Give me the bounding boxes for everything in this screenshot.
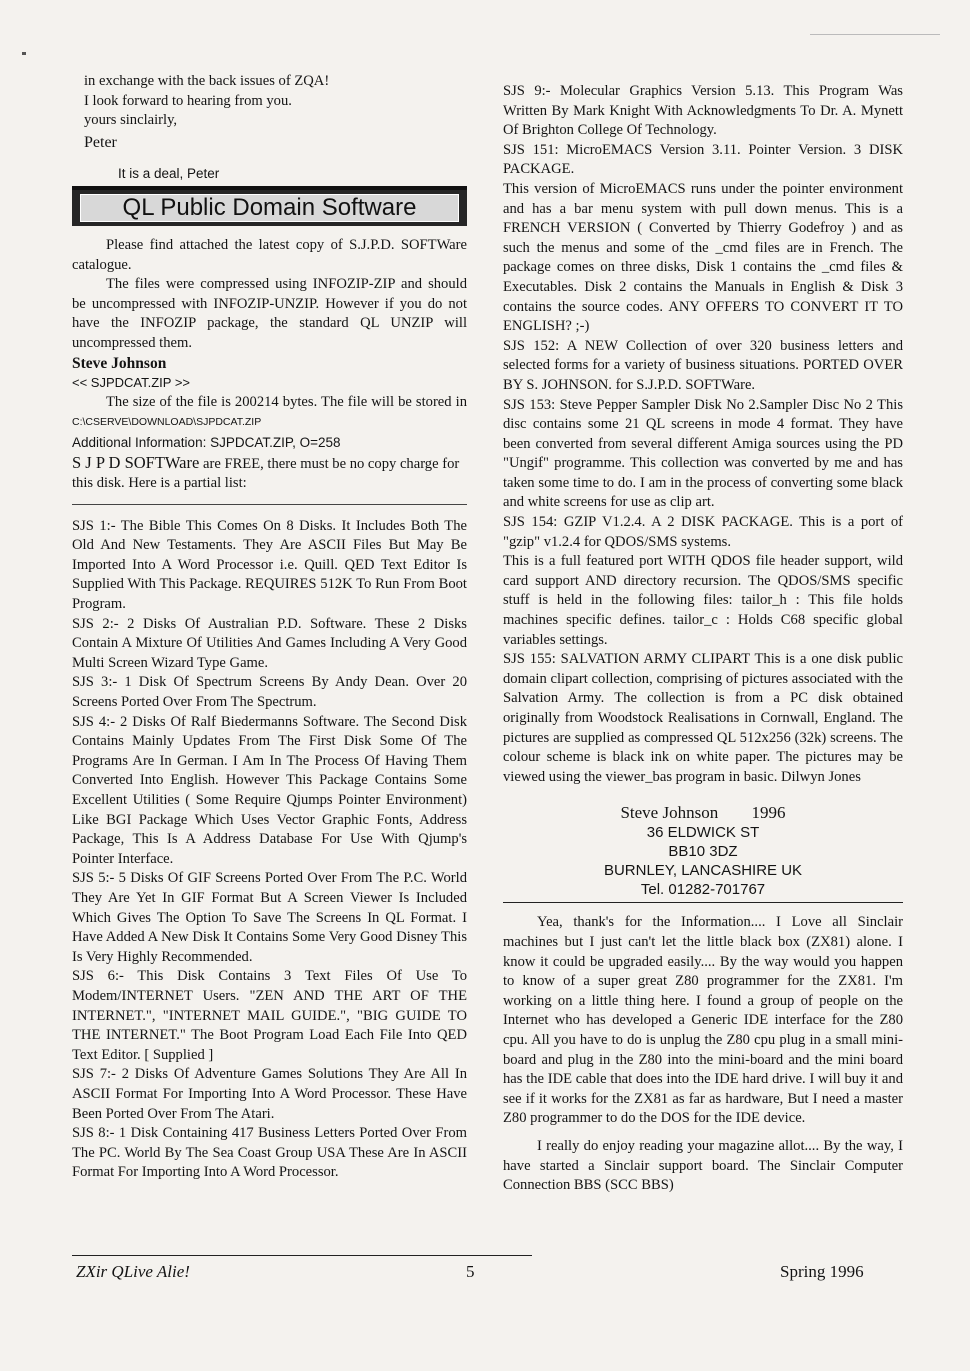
catalogue-entry: SJS 151: MicroEMACS Version 3.11. Pointer Version. 3 DISK PACKAGE. [503, 141, 903, 178]
intro-block [72, 236, 467, 494]
catalogue-entry: SJS 152: A NEW Collection of over 320 business letters and selected forms for a variety of business situations. PORTED OVER BY S. JOHNSON. for S.J.P.D. SOFTWare. [503, 337, 903, 393]
intro-path: C:\CSERVE\DOWNLOAD\SJPDCAT.ZIP [72, 416, 262, 429]
letter-paragraph: I really do enjoy reading your magazine allot.... By the way, I have started a Sinclair support board. The Sinclair Computer Connection BBS (SCC BBS) [503, 1137, 903, 1194]
address-postcode: BB10 3DZ [668, 843, 738, 861]
footer-magazine: ZXir QLive Alie! [76, 1262, 190, 1281]
catalogue-entry: SJS 4:- 2 Disks Of Ralf Biedermanns Software. The Second Disk Contains Mainly Updates From The First Disk Some Of The Programs Are In German. I Am In The Process Of Having Them Converted Into English. However This Package Contains Some Excellent Utilities ( Some Require Qjumps Pointer Environment) Like BGI Package Which Uses Vector Graphic Fonts, Address Package, This Is A Address Database For Use With Qjump's Pointer Interface. [72, 713, 467, 867]
catalogue-entry: This version of MicroEMACS runs under the pointer environment and has a bar menu system with pull down menus. This is a FRENCH VERSION ( Converted by Thierry Godefroy ) and as such the menus and some of the _cmd files are in French. The package comes on three disks, Disk 1 contains the _cmd files & Executables. Disk 2 contains the Manuals in English & Disk 3 contains the source codes. ANY OFFERS TO CONVERT IT TO ENGLISH? ;-) [503, 180, 903, 335]
catalogue-entry: SJS 5:- 5 Disks Of GIF Screens Ported Over From The P.C. World They Are Yet In GIF Format But A Screen Viewer Is Included Which Gives The Option To Save The Screens In QL Format. I Have Added A New Disk It Contains Some Very Good Disney This Is Very Highly Recommended. [72, 870, 467, 965]
catalogue-entry: SJS 7:- 2 Disks Of Adventure Games Solutions They Are All In ASCII Format For Importing Into A Word Processor. These Have Been Ported Over From The Atari. [72, 1066, 467, 1122]
footer-page-number: 5 [466, 1262, 475, 1281]
intro-author: Steve Johnson [72, 354, 167, 372]
letter-line: I look forward to hearing from you. [84, 92, 292, 109]
letter-paragraph: Yea, thank's for the Information.... I Love all Sinclair machines but I just can't let the little black box (ZX81) alone. I know it could be upgraded easily.... By the way would you happen to know of a super great Z80 programmer for the ZX81. I'm working on a little thing here. I found a group of people on the Internet who has developed a Generic IDE interface for the Z80 cpu. All you have to do is unplug the Z80 cpu plug in a small mini-board and plug in the Z80 into the mini-board and the mini board has the IDE cable that does into the IDE hard drive. I will buy it and see if it works for the ZX81 as far as hardware, But I need a master Z80 programmer to do the DOS for the IDE device. [503, 914, 903, 1127]
letter-line: in exchange with the back issues of ZQA! [84, 73, 330, 89]
catalogue-right [503, 82, 903, 787]
right-column [503, 82, 903, 1196]
catalogue-entry: SJS 153: Steve Pepper Sampler Disk No 2.Sampler Disc No 2 This disc contains some 21 QL screens in mode 4 format. They have been converted from several different Amiga sources using the PD "Ungif" programme. This collection was converted by me and has taken some time to do. I am in the process of converting some black and white screens for use as clip art. [503, 396, 903, 511]
catalogue-entry: SJS 3:- 1 Disk Of Spectrum Screens By Andy Dean. Over 20 Screens Ported Over From The Spectrum. [72, 674, 467, 711]
catalogue-entry: SJS 154: GZIP V1.2.4. A 2 DISK PACKAGE. This is a port of "gzip" v1.2.4 for QDOS/SMS systems. [503, 514, 903, 550]
letter-block [503, 913, 903, 1195]
scan-mark [810, 34, 940, 35]
intro-paragraph [72, 393, 467, 433]
intro-text: are FREE, there must be no copy charge for this disk. Here is a partial list: [72, 455, 460, 492]
left-column [72, 72, 467, 1183]
catalogue-entry: SJS 8:- 1 Disk Containing 417 Business Letters Ported Over From The PC. World By The Sea Coast Group USA These Are In ASCII Format For Importing Into A Word Processor. [72, 1125, 467, 1181]
letter-line: yours sinclairly, [84, 112, 178, 129]
footer-rule [72, 1255, 532, 1256]
intro-text: The size of the file is 200214 bytes. The file will be stored in [106, 393, 467, 410]
letter-closing [72, 72, 467, 152]
letter-signoff: Peter [84, 133, 117, 151]
editor-reply: It is a deal, Peter [118, 166, 220, 182]
scan-mark [22, 52, 26, 55]
catalogue-entry: SJS 6:- This Disk Contains 3 Text Files Of Use To Modem/INTERNET Users. "ZEN AND THE ART OF THE INTERNET.", "INTERNET MAIL GUIDE.", "BIG GUIDE TO THE INTERNET." The Boot Program Load Each File Into QED Text Editor. [ Supplied ] [72, 968, 467, 1063]
section-title: QL Public Domain Software [80, 194, 459, 222]
intro-paragraph: Please find attached the latest copy of S.J.P.D. SOFTWare catalogue. [72, 236, 467, 273]
address-block [503, 803, 903, 899]
address-town: BURNLEY, LANCASHIRE UK [603, 862, 803, 880]
intro-filename: << SJPDCAT.ZIP >> [72, 375, 191, 391]
address-name: Steve Johnson [620, 803, 719, 823]
intro-paragraph [72, 453, 467, 494]
address-name-line [503, 803, 903, 823]
address-year: 1996 [751, 803, 786, 823]
section-heading-bar [72, 186, 467, 226]
intro-paragraph: The files were compressed using INFOZIP-ZIP and should be uncompressed with INFOZIP-UNZIP. However if you do not have the INFOZIP package, the standard QL UNZIP will uncompressed them. [72, 276, 467, 351]
address-street: 36 ELDWICK ST [646, 824, 760, 842]
address-tel: Tel. 01282-701767 [640, 881, 766, 899]
divider [503, 902, 903, 903]
intro-brand: S J P D SOFTWare [72, 452, 200, 472]
catalogue-entry: SJS 155: SALVATION ARMY CLIPART This is a one disk public domain clipart collection, comprising of pictures associated with the Salvation Army. The collection is from a PC disk obtained originally from Woodstock Realisations in Cornwall, England. The pictures are supplied as compressed QL 512x256 (32k) screens. The colour scheme is black ink on white paper. The pictures may be viewed using the viewer_bas program in basic. Dilwyn Jones [503, 651, 903, 785]
catalogue-left [72, 504, 467, 1183]
catalogue-entry: SJS 2:- 2 Disks Of Australian P.D. Software. These 2 Disks Contain A Mixture Of Utilities And Games Including A Very Good Multi Screen Wizard Type Game. [72, 615, 467, 671]
catalogue-entry: SJS 9:- Molecular Graphics Version 5.13. This Program Was Written By Mark Knight With Acknowledgments To Dr. A. Mynett Of Brighton College Of Technology. [503, 83, 903, 139]
catalogue-entry: This is a full featured port WITH QDOS file header support, wild card support AND directory recursion. The QDOS/SMS specific stuff is held in the following files: tailor_h : This file holds machines specific defines. tailor_c : Holds C68 specific global variables settings. [503, 553, 903, 648]
footer-issue: Spring 1996 [780, 1262, 864, 1281]
intro-info: Additional Information: SJPDCAT.ZIP, O=258 [72, 434, 341, 450]
catalogue-entry: SJS 1:- The Bible This Comes On 8 Disks. It Includes Both The Old And New Testaments. They Are ASCII Files But May Be Imported Into A Word Processor i.e. Quill. QED Text Editor Is Supplied With This Package. REQUIRES 512K To Run From Boot Program. [72, 517, 467, 613]
